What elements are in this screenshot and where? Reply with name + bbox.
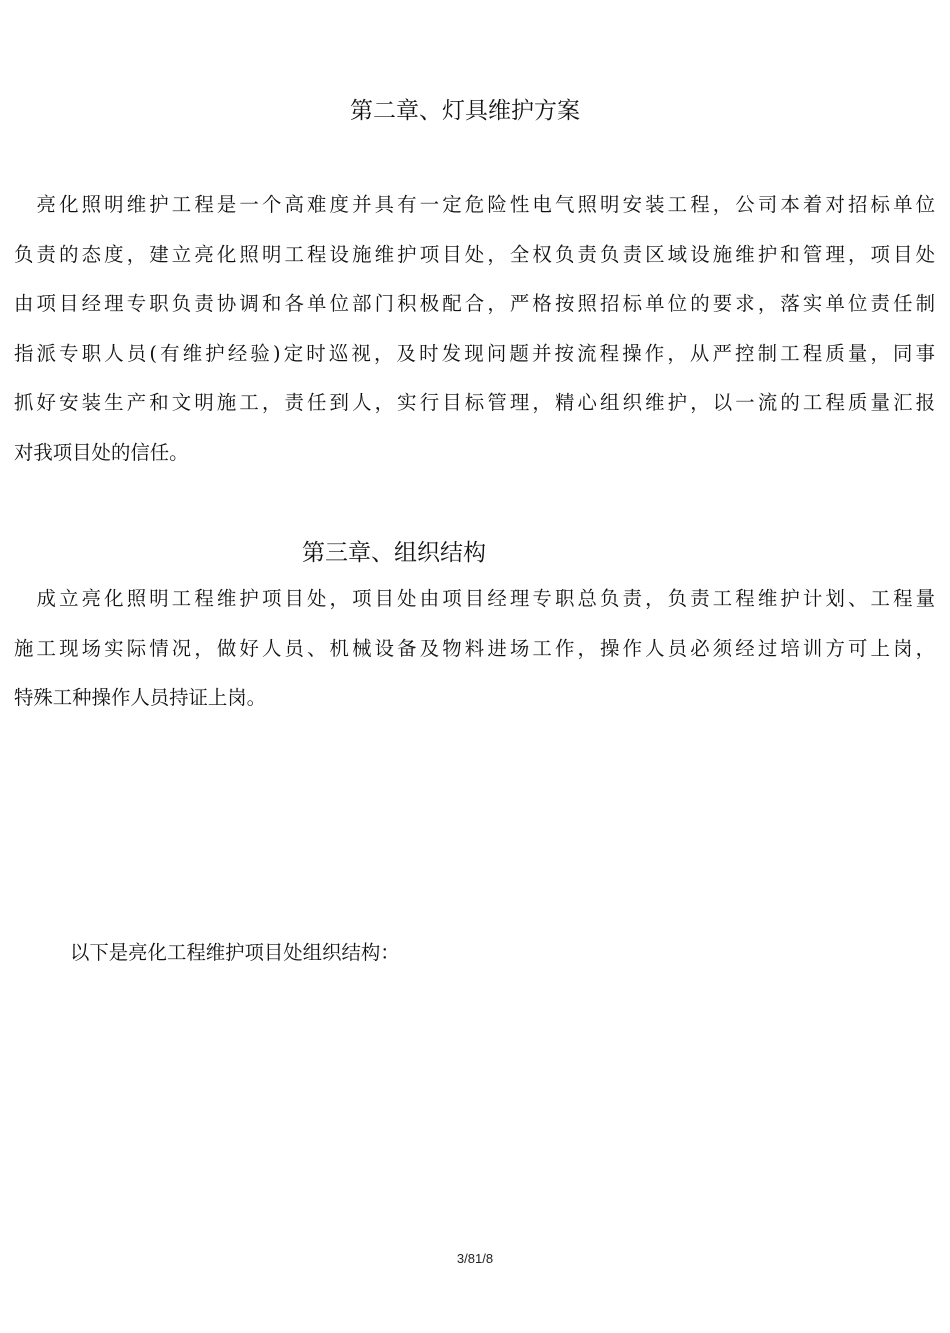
paragraph-line: 抓好安装生产和文明施工，责任到人，实行目标管理，精心组织维护，以一流的工程质量汇报: [14, 391, 935, 414]
org-structure-intro: 以下是亮化工程维护项目处组织结构：: [70, 941, 400, 964]
paragraph-line: 亮化照明维护工程是一个高难度并具有一定危险性电气照明安装工程，公司本着对招标单位: [14, 193, 935, 216]
paragraph-line: 由项目经理专职负责协调和各单位部门积极配合，严格按照招标单位的要求，落实单位责任制: [14, 292, 935, 315]
paragraph-line: 指派专职人员(有维护经验)定时巡视，及时发现问题并按流程操作，从严控制工程质量，同事: [14, 341, 935, 365]
paragraph-line: 成立亮化照明工程维护项目处，项目处由项目经理专职总负责，负责工程维护计划、工程量: [14, 587, 935, 610]
chapter-2-title: 第二章、灯具维护方案: [350, 98, 580, 124]
paragraph-line: 施工现场实际情况，做好人员、机械设备及物料进场工作，操作人员必须经过培训方可上岗，: [14, 636, 935, 660]
page-number: 3/81/8: [456, 1251, 494, 1266]
chapter-3-paragraph: [14, 574, 935, 723]
chapter-2-paragraph: [14, 180, 935, 477]
chapter-3-title: 第三章、组织结构: [302, 540, 486, 566]
paragraph-line: 对我项目处的信任。: [14, 440, 189, 464]
paragraph-line: 负责的态度，建立亮化照明工程设施维护项目处，全权负责负责区域设施维护和管理，项目处: [14, 242, 935, 266]
paragraph-line: 特殊工种操作人员持证上岗。: [14, 686, 267, 709]
